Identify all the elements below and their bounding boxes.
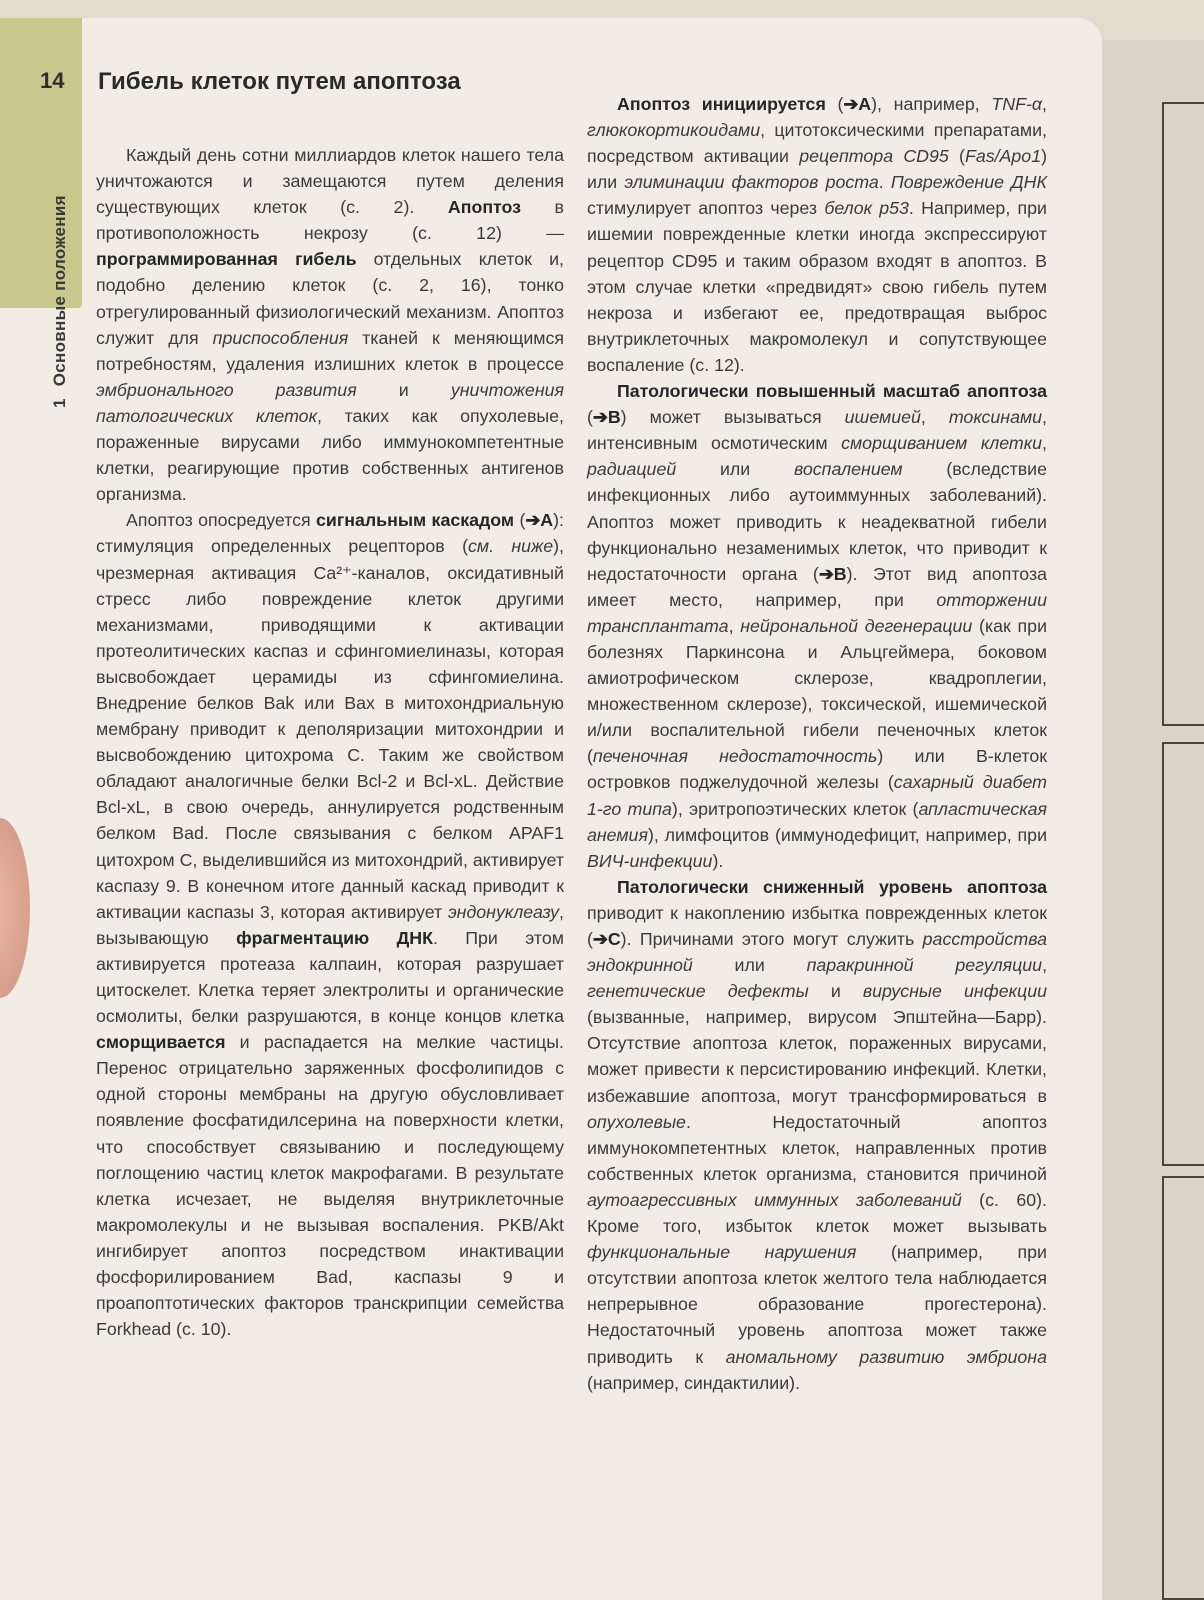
page-number: 14: [40, 68, 65, 93]
paragraph: Апоптоз опосредуется сигнальным каскадом (➔A): стимуляция определенных рецепторов (см. ниже), чрезмерная активация Ca²⁺-каналов, оксидативный стресс либо повреждение клеток другими механизмами, приводящими к активации протеолитических каспаз и сфингомиелиназы, которая высвобождает церамиды из сфингомиелина. Внедрение белков Bak или Bax в митохондриальную мембрану приводит к деполяризации митохондрии и высвобождению цитохрома C. Таким же свойством обладают аналогичные белки Bcl-2 и Bcl-xL. Действие Bcl-xL, в свою очередь, аннулируется родственным белком Bad. После связывания с белком APAF1 цитохром C, выделившийся из митохондрий, активирует каспазу 9. В конечном итоге данный каскад приводит к активации каспазы 3, которая активирует эндонуклеазу, вызывающую фрагментацию ДНК. При этом активируется протеаза калпаин, которая разрушает цитоскелет. Клетка теряет электролиты и органические осмолиты, белки разрушаются, в конце концов клетка сморщивается и распадается на мелкие частицы. Перенос отрицательно заряженных фосфолипидов с одной стороны мембраны на другую обусловливает появление фосфатидилсерина на поверхности клетки, что способствует связыванию и последующему поглощению частиц клеток макрофагами. В результате клетка исчезает, не выделяя внутриклеточные макромолекулы и не вызывая воспаления. PKB/Akt ингибирует апоптоз посредством инактивации фосфорилированием Bad, каспазы 9 и проапоптотических факторов транскрипции семейства Forkhead (с. 10).: [96, 510, 565, 1340]
paragraph: Патологически сниженный уровень апоптоза приводит к накоплению избытка поврежденных клеток (➔C). Причинами этого могут служить расстройства эндокринной или паракринной регуляции, генетические дефекты и вирусные инфекции (вызванные, например, вирусом Эпштейна—Барр). Отсутствие апоптоза клеток, пораженных вирусами, может привести к персистированию инфекций. Клетки, избежавшие апоптоза, могут трансформироваться в опухолевые. Недостаточный апоптоз иммунокомпетентных клеток, направленных против собственных клеток организма, становится причиной аутоагрессивных иммунных заболеваний (с. 60). Кроме того, избыток клеток может вызывать функциональные нарушения (например, при отсутствии апоптоза клеток желтого тела наблюдается непрерывное образование прогестерона). Недостаточный уровень апоптоза может также приводить к аномальному развитию эмбриона (например, синдактилии).: [587, 876, 1048, 1393]
adjacent-page-frame: [1162, 1176, 1204, 1600]
left-column: [96, 142, 564, 1342]
adjacent-page-frame: [1162, 742, 1204, 1166]
section-label: [50, 195, 70, 408]
paragraph: Патологически повышенный масштаб апоптоза (➔B) может вызываться ишемией, токсинами, интенсивным осмотическим сморщиванием клетки, радиацией или воспалением (вследствие инфекционных либо аутоиммунных заболеваний). Апоптоз может приводить к неадекватной гибели функционально незаменимых клеток, что приводит к недостаточности органа (➔B). Этот вид апоптоза имеет место, например, при отторжении трансплантата, нейрональной дегенерации (как при болезнях Паркинсона и Альцгеймера, боковом амиотрофическом склерозе, квадроплегии, множественном склерозе), токсической, ишемической и/или воспалительной гибели печеночных клеток (печеночная недостаточность) или B-клеток островков поджелудочной железы (сахарный диабет 1-го типа), эритропоэтических клеток (апластическая анемия), лимфоцитов (иммунодефицит, например, при ВИЧ-инфекции).: [587, 381, 1048, 871]
section-number: 1: [50, 398, 69, 408]
adjacent-page-frame: [1162, 102, 1204, 726]
adjacent-page-edge: [1102, 40, 1204, 1600]
page-heading: Гибель клеток путем апоптоза: [98, 68, 461, 95]
paragraph: Каждый день сотни миллиардов клеток нашего тела уничтожаются и замещаются путем деления существующих клеток (с. 2). Апоптоз в противоположность некрозу (с. 12) — программированная гибель отдельных клеток и, подобно делению клеток (с. 2, 16), тонко отрегулированный физиологический механизм. Апоптоз служит для приспособления тканей к меняющимся потребностям, удаления излишних клеток в процессе эмбрионального развития и уничтожения патологических клеток, таких как опухолевые, пораженные вирусами либо иммунокомпетентные клетки, реагирующие против собственных антигенов организма.: [96, 145, 565, 505]
right-column: [587, 91, 1047, 1396]
paragraph: Апоптоз инициируется (➔A), например, TNF-α, глюкокортикоидами, цитотоксическими препаратами, посредством активации рецептора CD95 (Fas/Apo1) или элиминации факторов роста. Повреждение ДНК стимулирует апоптоз через белок p53. Например, при ишемии поврежденные клетки иногда экспрессируют рецептор CD95 и таким образом входят в апоптоз. В этом случае клетки «предвидят» свою гибель путем некроза и избегают ее, предотвращая выброс внутриклеточных макромолекул и сопутствующее воспаление (с. 12).: [587, 94, 1047, 375]
book-page: [0, 18, 1102, 1600]
section-title: Основные положения: [50, 195, 69, 387]
side-tab: [0, 18, 84, 1600]
